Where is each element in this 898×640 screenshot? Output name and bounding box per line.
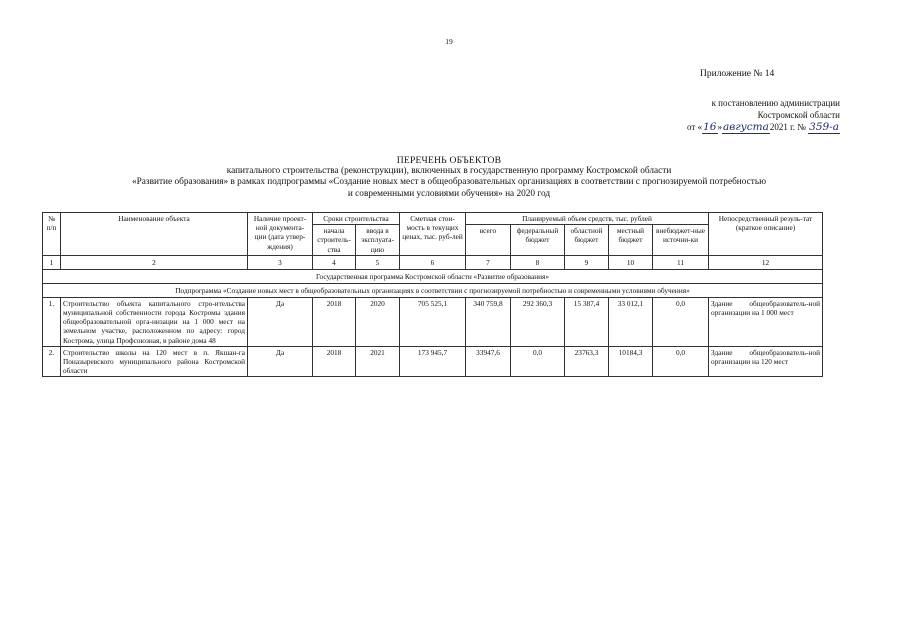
header-total: всего [466,225,511,256]
row-design-docs: Да [248,346,313,377]
header-regional: областной бюджет [565,225,609,256]
header-estimate: Сметная стои-мость в текущих ценах, тыс. руб-лей [400,213,466,256]
row-total: 340 759,8 [466,297,511,346]
column-number: 10 [609,255,653,269]
column-number: 5 [356,255,400,269]
header-extra: внебюджет-ные источни-ки [653,225,709,256]
row-federal: 292 360,3 [511,297,565,346]
row-start-year: 2018 [313,297,356,346]
date-mid: » [717,122,722,132]
page-number: 19 [445,37,453,46]
column-number: 4 [313,255,356,269]
header-term-start: начала строитель-ства [313,225,356,256]
column-numbers-row [43,255,823,269]
date-day-handwritten: 16 [703,121,717,133]
column-number: 12 [709,255,823,269]
date-month-handwritten: августа [723,121,769,133]
row-result: Здание общеобразователь-ной организации на 1 000 мест [709,297,823,346]
row-extra: 0,0 [653,297,709,346]
row-num: 1. [43,297,61,346]
column-number: 8 [511,255,565,269]
column-number: 6 [400,255,466,269]
header-name: Наименование объекта [61,213,248,256]
header-design-docs: Наличие проект-ной документа-ции (дата утвер-ждения) [248,213,313,256]
column-number: 2 [61,255,248,269]
row-num: 2. [43,346,61,377]
program-row: Государственная программа Костромской области «Развитие образования» [43,269,823,283]
header-federal: федеральный бюджет [511,225,565,256]
row-end-year: 2021 [356,346,400,377]
resolution-block [650,97,840,133]
column-number: 7 [466,255,511,269]
row-total: 33947,6 [466,346,511,377]
header-terms: Сроки строительства [313,213,400,225]
row-design-docs: Да [248,297,313,346]
row-local: 33 012,1 [609,297,653,346]
row-end-year: 2020 [356,297,400,346]
header-result: Непосредственный резуль-тат (краткое описание) [709,213,823,256]
row-estimate: 705 525,1 [400,297,466,346]
resolution-line-1: к постановлению администрации [711,98,840,108]
title-line-3: «Развитие образования» в рамках подпрограммы «Создание новых мест в общеобразовательных организациях в соответствии с прогнозируемой потребностью [131,177,767,188]
column-number: 9 [565,255,609,269]
row-estimate: 173 945,7 [400,346,466,377]
column-number: 3 [248,255,313,269]
row-object-name: Строительство объекта капитального стро-ительства муниципальной собственности города Костромы здания общеобразовательной орга-низации на 1 000 мест на земельном участке, расположенном по адресу: город Кострома, улица Профсоюзная, в районе дома 48 [61,297,248,346]
row-local: 10184,3 [609,346,653,377]
row-regional: 15 387,4 [565,297,609,346]
table-row [43,297,823,346]
subprogram-row: Подпрограмма «Создание новых мест в общеобразовательных организациях в соответствии с прогнозируемой потребностью и современными условиями обучения» [43,283,823,297]
appendix-title: Приложение № 14 [700,69,775,79]
header-planned: Планируемый объем средств, тыс. рублей [466,213,709,225]
document-number-handwritten: 359-а [809,121,839,133]
resolution-line-2: Костромской области [757,110,840,120]
row-regional: 23763,3 [565,346,609,377]
objects-table [42,212,823,377]
document-title [0,155,898,200]
row-object-name: Строительство школы на 120 мест в п. Якшан-га Поназыревского муниципального района Костромской области [61,346,248,377]
header-num: № п/п [43,213,61,256]
column-number: 1 [43,255,61,269]
column-number: 11 [653,255,709,269]
title-heading: ПЕРЕЧЕНЬ ОБЪЕКТОВ [396,155,502,166]
date-suffix: 2021 г. № [769,122,806,132]
row-start-year: 2018 [313,346,356,377]
row-federal: 0,0 [511,346,565,377]
table-row [43,346,823,377]
row-extra: 0,0 [653,346,709,377]
date-prefix: от « [687,122,703,132]
title-line-4: и современными условиями обучения» на 2020 год [347,188,551,199]
title-line-2: капитального строительства (реконструкции), включенных в государственную программу Костромской области [226,166,672,177]
resolution-date-line [650,121,840,133]
row-result: Здание общеобразователь-ной организации на 120 мест [709,346,823,377]
header-term-end: ввода в эксплуата-цию [356,225,400,256]
header-local: местный бюджет [609,225,653,256]
